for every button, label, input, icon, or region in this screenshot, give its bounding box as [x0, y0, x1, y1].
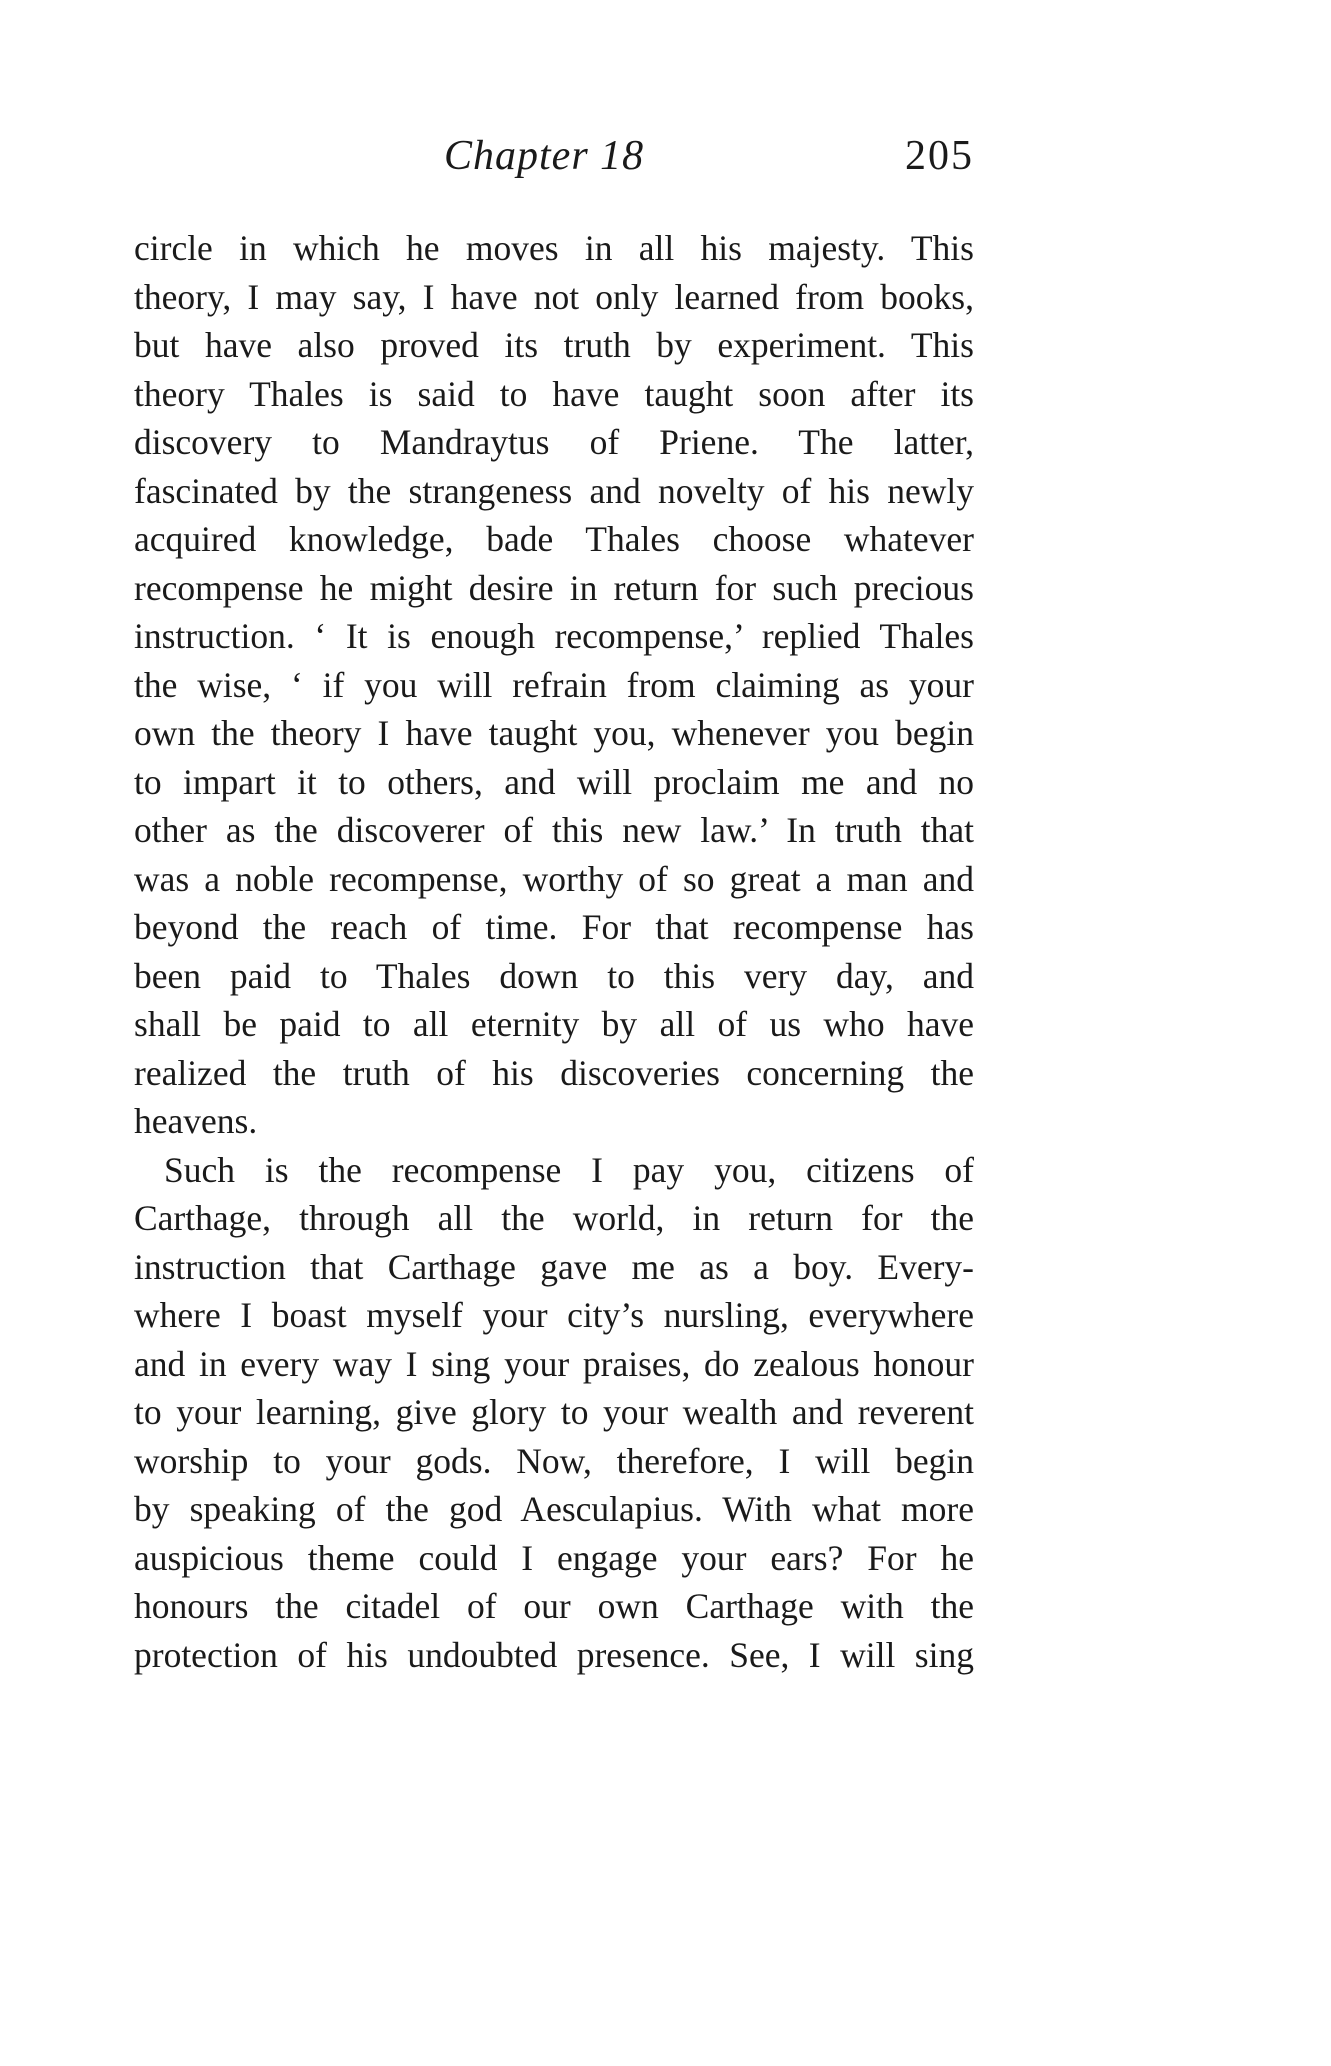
text-line: own the theory I have taught you, whenever you begin	[134, 713, 974, 753]
text-line: beyond the reach of time. For that recompense has	[134, 907, 974, 947]
body-text	[134, 224, 974, 1679]
text-line: shall be paid to all eternity by all of us who have	[134, 1004, 974, 1044]
text-line: recompense he might desire in return for such precious	[134, 567, 974, 608]
running-head	[134, 132, 974, 192]
text-line: where I boast myself your city’s nursling, everywhere	[134, 1295, 974, 1335]
text-line: been paid to Thales down to this very day, and	[134, 955, 974, 996]
paragraph-2	[134, 1146, 974, 1680]
text-line: other as the discoverer of this new law.’ In truth that	[134, 810, 974, 850]
text-line: honours the citadel of our own Carthage with the	[134, 1586, 974, 1626]
text-line: theory, I may say, I have not only learned from books,	[134, 276, 974, 317]
chapter-title: Chapter 18	[444, 133, 645, 179]
text-line: discovery to Mandraytus of Priene. The latter,	[134, 422, 974, 462]
text-line: fascinated by the strangeness and novelty of his newly	[134, 470, 974, 511]
text-line: instruction that Carthage gave me as a boy. Every-	[134, 1246, 974, 1287]
text-line: was a noble recompense, worthy of so great a man and	[134, 858, 974, 899]
text-line: instruction. ‘ It is enough recompense,’ replied Thales	[134, 616, 974, 656]
text-line: and in every way I sing your praises, do zealous honour	[134, 1343, 974, 1384]
text-line: by speaking of the god Aesculapius. With what more	[134, 1489, 974, 1529]
text-line: Such is the recompense I pay you, citizens of	[164, 1149, 974, 1190]
text-line: theory Thales is said to have taught soon after its	[134, 373, 974, 414]
text-line: the wise, ‘ if you will refrain from claiming as your	[134, 664, 974, 705]
text-line: acquired knowledge, bade Thales choose whatever	[134, 519, 974, 559]
page-number: 205	[905, 133, 974, 179]
text-line: circle in which he moves in all his majesty. This	[134, 228, 974, 268]
text-line: worship to your gods. Now, therefore, I will begin	[134, 1440, 974, 1481]
text-line: realized the truth of his discoveries concerning the	[134, 1052, 974, 1093]
text-line: but have also proved its truth by experiment. This	[134, 325, 974, 365]
text-line: heavens.	[134, 1101, 258, 1141]
paragraph-1	[134, 224, 974, 1146]
text-line: to impart it to others, and will proclaim me and no	[134, 761, 974, 802]
text-line: auspicious theme could I engage your ears? For he	[134, 1537, 974, 1578]
text-line: Carthage, through all the world, in return for the	[134, 1198, 974, 1238]
text-line: to your learning, give glory to your wealth and reverent	[134, 1392, 974, 1432]
text-line: protection of his undoubted presence. See, I will sing	[134, 1634, 974, 1675]
